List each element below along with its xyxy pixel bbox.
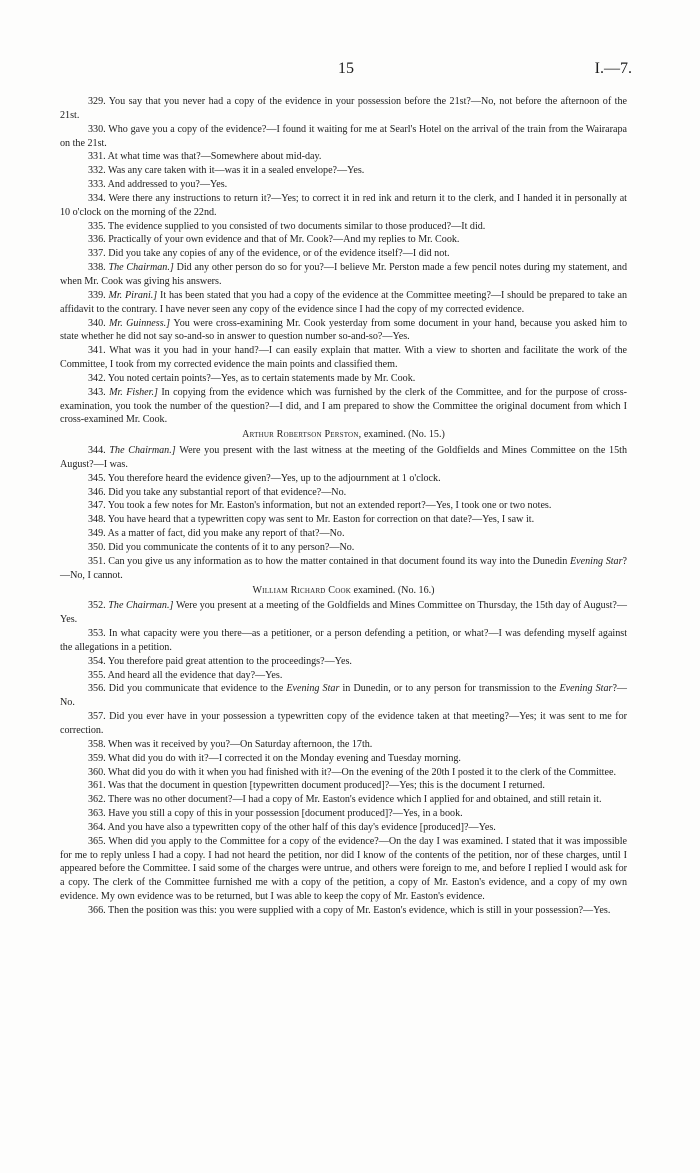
question-number: 363. — [88, 808, 109, 820]
question-paragraph — [60, 499, 627, 513]
question-number: 348. — [88, 514, 108, 526]
question-text: Then the position was this: you were supplied with a copy of Mr. Easton's evidence, which is still in your possession?—Yes. — [108, 904, 611, 916]
question-number: 349. — [88, 528, 108, 540]
question-paragraph — [60, 150, 627, 164]
question-text: Can you give us any information as to how the matter contained in that document found its way into the Dunedin — [108, 555, 568, 567]
question-paragraph — [60, 386, 627, 428]
question-number: 364. — [88, 821, 108, 833]
question-number: 337. — [88, 248, 109, 260]
question-paragraph — [60, 555, 627, 583]
question-text: You therefore heard the evidence given?—Yes, up to the adjournment at 1 o'clock. — [107, 472, 441, 484]
question-number: 329. — [88, 96, 109, 107]
speaker-label: The Chairman.] — [108, 262, 177, 274]
speaker-label: Mr. Pirani.] — [108, 289, 160, 301]
question-paragraph — [60, 766, 627, 780]
question-text: You say that you never had a copy of the evidence in your possession before the 21st?—No, not before the afternoon of the 21st. — [60, 96, 627, 121]
question-number: 365. — [88, 835, 109, 847]
question-text: Were there any instructions to return it?—Yes; to correct it in red ink and return it to the clerk, and I handed it in personally at 10 o'clock on the morning of the 22nd. — [60, 192, 627, 218]
question-text: Who gave you a copy of the evidence?—I found it waiting for me at Searl's Hotel on the arrival of the train from the Wairarapa on the 21st. — [60, 123, 627, 149]
question-number: 330. — [88, 123, 109, 135]
question-text: When did you apply to the Committee for a copy of the evidence?—On the day I was examined. I stated that it was impossible for me to reply unless I had a copy. I had not heard the petition, nor did I know of the contents of the petition, nor of these charges, until I appeared before the Committee. I said some of the charges were untrue, and others were foreign to me, and before I replied I would ask for a copy. The clerk of the Committee furnished me with a copy of the petition, a copy of Mr. Easton's evidence, and a copy of my own evidence. My own evidence was to be returned, but I was able to keep the copy of Mr. Easton's evidence. — [60, 835, 627, 903]
question-paragraph — [60, 655, 627, 669]
question-paragraph — [60, 317, 627, 345]
question-number: 341. — [88, 345, 110, 357]
question-text: In what capacity were you there—as a petitioner, or a person defending a petition, or what?—I was defending myself against the allegations in a petition. — [60, 628, 628, 653]
question-paragraph — [60, 372, 627, 386]
question-text: Did you communicate the contents of it to any person?—No. — [108, 542, 355, 553]
witness-examined-label: examined. (No. 15.) — [363, 429, 445, 441]
question-paragraph — [60, 192, 627, 220]
question-paragraph — [60, 821, 627, 835]
question-paragraph — [60, 682, 627, 710]
question-text: You noted certain points?—Yes, as to certain statements made by Mr. Cook. — [107, 372, 416, 384]
question-paragraph — [60, 752, 627, 766]
question-number: 344. — [88, 445, 110, 457]
question-number: 366. — [88, 904, 109, 916]
question-number: 350. — [88, 542, 109, 553]
question-text: It has been stated that you had a copy of the evidence at the Committee meeting?—I should be prepared to take an affidavit to the contrary. I have never seen any copy of the evidence since I had the copy of my corrected evidence. — [60, 289, 627, 315]
question-text: You took a few notes for Mr. Easton's information, but not an extended report?—Yes, I took one or two notes. — [107, 500, 552, 512]
question-paragraph — [60, 220, 627, 234]
question-number: 356. — [88, 683, 109, 695]
question-text: Practically of your own evidence and that of Mr. Cook?—And my replies to Mr. Cook. — [108, 234, 460, 246]
question-text: When was it received by you?—On Saturday afternoon, the 17th. — [108, 738, 373, 750]
question-text: What was it you had in your hand?—I can easily explain that matter. With a view to shorten and facilitate the work of the Committee, I took from my corrected evidence the main points and classified them. — [60, 345, 627, 371]
speaker-label: Mr. Fisher.] — [109, 386, 162, 398]
question-number: 362. — [88, 794, 109, 806]
question-text: Did you communicate that evidence to the — [108, 683, 284, 695]
question-paragraph — [60, 527, 627, 541]
question-number: 332. — [88, 165, 109, 177]
witness-name: Arthur Robertson Perston, — [242, 429, 362, 441]
question-text: Were you present with the last witness at the meeting of the Goldfields and Mines Committee on the 15th August?—I was. — [60, 445, 627, 470]
question-text: Did you ever have in your possession a typewritten copy of the evidence taken at that meeting?—Yes; it was sent to me for correction. — [60, 711, 628, 736]
question-paragraph — [60, 164, 627, 178]
question-number: 343. — [88, 386, 110, 398]
question-number: 358. — [88, 738, 109, 750]
page-reference: I.—7. — [594, 60, 632, 77]
question-number: 351. — [88, 555, 109, 567]
question-paragraph — [60, 472, 627, 486]
question-number: 346. — [88, 486, 109, 498]
question-text: As a matter of fact, did you make any report of that?—No. — [107, 528, 345, 540]
question-text: ?—No, I cannot. — [60, 555, 628, 581]
question-number: 340. — [88, 317, 109, 329]
question-paragraph — [60, 835, 627, 904]
question-number: 335. — [88, 220, 109, 232]
italic-title: Evening Star — [286, 683, 340, 695]
witness-name: William Richard Cook — [252, 584, 351, 596]
witness-examined-label: examined. (No. 16.) — [353, 584, 435, 596]
question-text: And you have also a typewritten copy of the other half of this day's evidence [produced]?—Yes. — [107, 821, 496, 833]
question-paragraph — [60, 738, 627, 752]
question-text: And addressed to you?—Yes. — [107, 179, 228, 191]
witness-heading-cook — [60, 584, 627, 598]
question-number: 333. — [88, 179, 108, 191]
question-paragraph — [60, 123, 627, 151]
question-number: 352. — [88, 600, 109, 612]
question-text: You therefore paid great attention to the proceedings?—Yes. — [107, 655, 352, 667]
question-text: What did you do with it when you had finished with it?—On the evening of the 20th I posted it to the clerk of the Committee. — [108, 766, 616, 778]
question-number: 334. — [88, 192, 109, 204]
question-text: You were cross-examining Mr. Cook yesterday from some document in your hand, because you asked him to state whether he did not say so-and-so in answer to question number so-and-so?—Yes. — [60, 317, 628, 343]
question-number: 331. — [88, 151, 108, 163]
question-text: ?—No. — [60, 683, 628, 709]
question-paragraph — [60, 793, 627, 807]
speaker-label: Mr. Guinness.] — [109, 317, 174, 329]
question-text: At what time was that?—Somewhere about mid-day. — [107, 151, 322, 163]
question-number: 360. — [88, 766, 109, 778]
question-paragraph — [60, 599, 627, 627]
question-number: 336. — [88, 234, 109, 246]
question-number: 345. — [88, 472, 108, 484]
question-text: in Dunedin, or to any person for transmission to the — [339, 683, 557, 695]
question-paragraph — [60, 444, 627, 472]
page-header — [0, 60, 700, 82]
question-text: The evidence supplied to you consisted of two documents similar to those produced?—It did. — [108, 220, 486, 232]
question-paragraph — [60, 344, 627, 372]
question-paragraph — [60, 233, 627, 247]
question-text: Did any other person do so for you?—I believe Mr. Perston made a few pencil notes during my statement, and when Mr. Cook was giving his answers. — [60, 262, 627, 287]
question-paragraph — [60, 904, 627, 918]
question-text: And heard all the evidence that day?—Yes. — [107, 669, 283, 681]
question-paragraph — [60, 178, 627, 192]
question-paragraph — [60, 95, 627, 123]
question-text: Was that the document in question [typewritten document produced]?—Yes; this is the document I returned. — [108, 780, 545, 792]
question-text: Have you still a copy of this in your possession [document produced]?—Yes, in a book. — [108, 808, 463, 820]
question-number: 342. — [88, 372, 108, 384]
question-paragraph — [60, 513, 627, 527]
question-paragraph — [60, 627, 627, 655]
question-paragraph — [60, 779, 627, 793]
question-paragraph — [60, 486, 627, 500]
question-paragraph — [60, 807, 627, 821]
question-text: Did you take any substantial report of that evidence?—No. — [108, 486, 347, 498]
page-number: 15 — [338, 60, 354, 77]
question-text: You have heard that a typewritten copy was sent to Mr. Easton for correction on that date?—Yes, I saw it. — [107, 514, 535, 526]
question-number: 357. — [88, 711, 110, 723]
question-paragraph — [60, 289, 627, 317]
witness-heading-perston — [60, 428, 627, 442]
question-paragraph — [60, 541, 627, 555]
question-number: 353. — [88, 628, 109, 640]
question-number: 359. — [88, 752, 109, 764]
question-number: 354. — [88, 655, 108, 667]
italic-title: Evening Star — [570, 555, 623, 567]
question-text: What did you do with it?—I corrected it on the Monday evening and Tuesday morning. — [108, 752, 461, 764]
question-paragraph — [60, 710, 627, 738]
question-text: Did you take any copies of any of the evidence, or of the evidence itself?—I did not. — [108, 248, 450, 260]
question-number: 339. — [88, 289, 109, 301]
section-cook-evidence — [60, 599, 627, 917]
question-text: There was no other document?—I had a copy of Mr. Easton's evidence which I applied for and obtained, and still retain it. — [108, 794, 602, 806]
question-paragraph — [60, 247, 627, 261]
question-number: 361. — [88, 780, 109, 792]
question-paragraph — [60, 669, 627, 683]
question-paragraph — [60, 261, 627, 289]
speaker-label: The Chairman.] — [109, 445, 180, 457]
italic-title: Evening Star — [559, 683, 613, 695]
question-text: Were you present at a meeting of the Goldfields and Mines Committee on Thursday, the 15th day of August?—Yes. — [60, 600, 627, 626]
speaker-label: The Chairman.] — [108, 600, 177, 612]
question-text: Was any care taken with it—was it in a sealed envelope?—Yes. — [108, 165, 365, 177]
document-body — [60, 95, 627, 918]
question-number: 338. — [88, 262, 109, 274]
question-text: In copying from the evidence which was furnished by the clerk of the Committee, and for the purpose of cross-examination, you took the number of the question?—I did, and I am prepared to show the Committee the original document from which I cross-examined Mr. Cook. — [60, 386, 628, 426]
question-number: 347. — [88, 500, 108, 512]
question-number: 355. — [88, 669, 108, 681]
section-perston-evidence — [60, 444, 627, 582]
section-easton-evidence — [60, 95, 627, 427]
